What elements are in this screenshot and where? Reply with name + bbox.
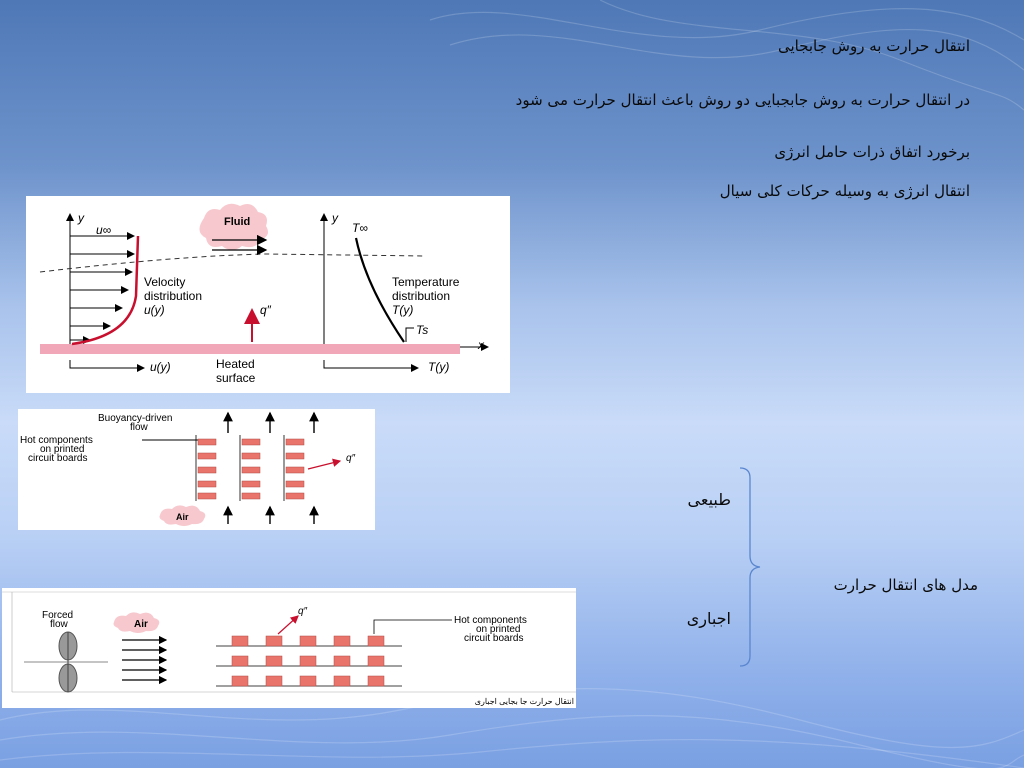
hot-components-forced-3: circuit boards <box>464 633 524 644</box>
buoyancy-label-1: Buoyancy-driven <box>98 413 173 424</box>
temperature-label-3: T(y) <box>392 303 414 317</box>
x-axis-label: x <box>478 338 484 352</box>
figure-boundary-layers <box>26 196 510 393</box>
figure-forced-convection <box>2 588 576 708</box>
y-axis-label-right: y <box>332 211 338 225</box>
forced-flow-label-2: flow <box>50 619 68 630</box>
velocity-label-3: u(y) <box>144 303 165 317</box>
forced-flow-label-1: Forced <box>42 610 74 621</box>
label-heat-transfer-models: مدل های انتقال حرارت <box>833 576 978 594</box>
circuit-components-forced <box>232 636 384 686</box>
intro-line: در انتقال حرارت به روش جابجبایی دو روش باعث انتقال حرارت می شود <box>515 91 970 109</box>
heated-plate <box>40 344 460 354</box>
heated-label-1: Heated <box>216 357 255 371</box>
heat-flux-label-natural: q″ <box>346 453 356 464</box>
heat-flux-label: q″ <box>260 303 271 317</box>
natural-convection-diagram <box>18 409 375 530</box>
t-infinity-label: T∞ <box>352 221 368 235</box>
hot-components-label-1: Hot components <box>20 435 93 446</box>
boundary-layer-diagram <box>26 196 510 393</box>
t-of-y-axis-label: T(y) <box>428 360 450 374</box>
label-natural: طبیعی <box>687 490 731 509</box>
heated-label-2: surface <box>216 371 256 385</box>
forced-convection-diagram <box>2 588 576 708</box>
surface-temp-label: Ts <box>416 323 429 337</box>
label-forced: اجباری <box>686 609 731 628</box>
velocity-label-1: Velocity <box>144 275 186 289</box>
y-axis-label-left: y <box>78 211 84 225</box>
heat-flux-label-forced: q″ <box>298 606 308 617</box>
circuit-components <box>198 439 304 499</box>
hot-components-label-3: circuit boards <box>28 453 88 464</box>
air-label-forced: Air <box>134 619 148 630</box>
buoyancy-label-2: flow <box>130 422 148 433</box>
hot-components-forced-2: on printed <box>476 624 521 635</box>
figure-natural-convection <box>18 409 375 530</box>
velocity-label-2: distribution <box>144 289 203 303</box>
temperature-label-2: distribution <box>392 289 451 303</box>
hot-components-forced-1: Hot components <box>454 615 527 626</box>
u-infinity-label: u∞ <box>96 223 112 237</box>
temperature-label-1: Temperature <box>392 275 460 289</box>
air-label-natural: Air <box>176 512 189 522</box>
hot-components-label-2: on printed <box>40 444 85 455</box>
forced-caption: انتقال حرارت جا بجایی اجباری <box>474 697 574 706</box>
slide-title: انتقال حرارت به روش جابجایی <box>777 37 970 55</box>
u-of-y-axis-label: u(y) <box>150 360 171 374</box>
mechanism-bulk-motion: انتقال انرژی به وسیله حرکات کلی سیال <box>719 182 970 200</box>
fluid-label: Fluid <box>224 216 251 228</box>
mechanism-collision: برخورد اتفاق ذرات حامل انرژی <box>774 143 970 161</box>
grouping-brace <box>738 466 762 668</box>
fan-icon <box>24 632 108 692</box>
